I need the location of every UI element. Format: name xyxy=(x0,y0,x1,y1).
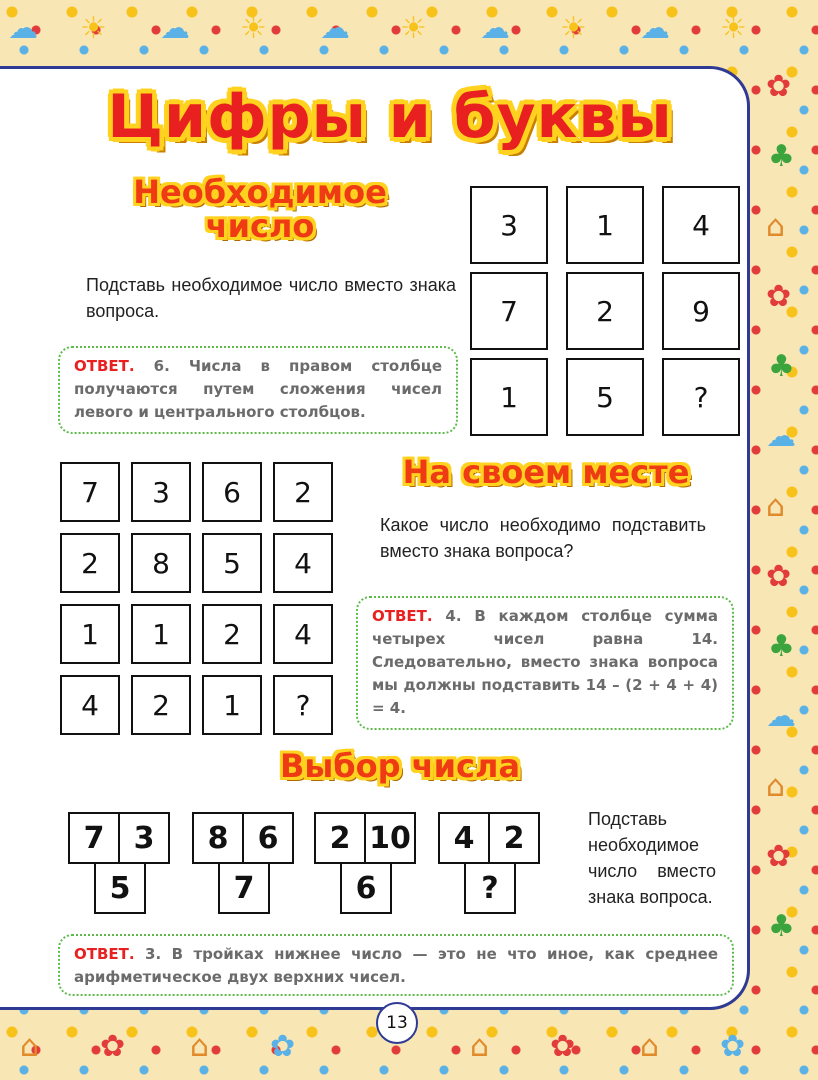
section3-heading: Выбор числа xyxy=(279,747,521,785)
grid-cell: 4 xyxy=(662,186,740,264)
cloud-icon: ☁ xyxy=(320,11,350,46)
sun-icon: ☀ xyxy=(240,11,267,46)
trio-cell-bottom: ? xyxy=(464,862,516,914)
section3-answer-label: ОТВЕТ. xyxy=(74,945,135,963)
grid-cell: 1 xyxy=(131,604,191,664)
number-trio xyxy=(438,812,542,914)
trio-cell-top-right: 10 xyxy=(364,812,416,864)
trio-cell-top-right: 3 xyxy=(118,812,170,864)
section2-task: Какое число необходимо подставить вместо знака вопроса? xyxy=(380,515,706,561)
grid-cell: 1 xyxy=(202,675,262,735)
grid-cell: ? xyxy=(273,675,333,735)
house-icon: ⌂ xyxy=(470,1029,490,1064)
number-trio xyxy=(314,812,418,914)
sun-icon: ☀ xyxy=(720,11,747,46)
house-icon: ⌂ xyxy=(640,1029,660,1064)
sun-icon: ☀ xyxy=(560,11,587,46)
section1-number-grid xyxy=(470,186,740,436)
grid-cell: 4 xyxy=(273,533,333,593)
flower-icon: ✿ xyxy=(720,1029,746,1064)
grid-cell: 7 xyxy=(470,272,548,350)
trio-cell-top-right: 6 xyxy=(242,812,294,864)
cloud-icon: ☁ xyxy=(766,419,796,454)
house-icon: ⌂ xyxy=(766,209,786,244)
grid-cell: 4 xyxy=(273,604,333,664)
grid-cell: 3 xyxy=(470,186,548,264)
grid-cell: 9 xyxy=(662,272,740,350)
cloud-icon: ☁ xyxy=(8,11,38,46)
section1-heading-line2: число xyxy=(205,206,315,245)
cloud-icon: ☁ xyxy=(160,11,190,46)
grid-cell: 5 xyxy=(566,358,644,436)
top-decor-strip xyxy=(0,0,818,62)
section1-answer xyxy=(58,346,458,434)
sun-icon: ☀ xyxy=(80,11,107,46)
grid-cell: 1 xyxy=(566,186,644,264)
section3-task: Подставь необходимое число вместо знака вопроса. xyxy=(588,809,716,907)
section2-heading: На своем месте xyxy=(402,453,690,491)
cloud-icon: ☁ xyxy=(766,699,796,734)
trio-cell-top-left: 4 xyxy=(438,812,490,864)
number-trio xyxy=(192,812,296,914)
house-icon: ⌂ xyxy=(766,489,786,524)
section2-answer-text: 4. В каждом столбце сумма четырех чисел равна 14. Следовательно, вместо знака вопроса мы должны подставить 14 – (2 + 4 + 4) = 4. xyxy=(372,607,718,717)
section1-heading-line1: Необходимое xyxy=(133,173,387,211)
trio-cell-top-right: 2 xyxy=(488,812,540,864)
section2-number-grid xyxy=(60,462,333,735)
flower-icon: ✿ xyxy=(270,1029,296,1064)
trio-cell-bottom: 7 xyxy=(218,862,270,914)
house-icon: ⌂ xyxy=(766,769,786,804)
flower-icon: ✿ xyxy=(766,559,792,594)
section3-answer xyxy=(58,934,734,996)
grid-cell: 5 xyxy=(202,533,262,593)
section1-answer-label: ОТВЕТ. xyxy=(74,357,135,375)
house-icon: ⌂ xyxy=(20,1029,40,1064)
grid-cell: 7 xyxy=(60,462,120,522)
tree-icon: ♣ xyxy=(768,629,795,664)
section1-task: Подставь необходимое число вместо знака вопроса. xyxy=(86,275,456,321)
trio-cell-bottom: 6 xyxy=(340,862,392,914)
number-trio xyxy=(68,812,172,914)
trio-cell-top-left: 2 xyxy=(314,812,366,864)
tree-icon: ♣ xyxy=(768,349,795,384)
section2-answer xyxy=(356,596,734,730)
flower-icon: ✿ xyxy=(100,1029,126,1064)
flower-icon: ✿ xyxy=(766,279,792,314)
page-title: Цифры и буквы xyxy=(107,82,673,152)
trio-cell-top-left: 7 xyxy=(68,812,120,864)
cloud-icon: ☁ xyxy=(480,11,510,46)
grid-cell: 2 xyxy=(131,675,191,735)
right-decor-strip xyxy=(746,62,818,1080)
cloud-icon: ☁ xyxy=(640,11,670,46)
section3-answer-text: 3. В тройках нижнее число — это не что иное, как среднее арифметическое двух верхних чисел. xyxy=(74,945,718,986)
grid-cell: 1 xyxy=(60,604,120,664)
grid-cell: 3 xyxy=(131,462,191,522)
grid-cell: 2 xyxy=(202,604,262,664)
grid-cell: 6 xyxy=(202,462,262,522)
grid-cell: 2 xyxy=(566,272,644,350)
flower-icon: ✿ xyxy=(766,839,792,874)
section2-answer-label: ОТВЕТ. xyxy=(372,607,433,625)
trio-cell-top-left: 8 xyxy=(192,812,244,864)
sun-icon: ☀ xyxy=(400,11,427,46)
grid-cell: 2 xyxy=(273,462,333,522)
grid-cell: 2 xyxy=(60,533,120,593)
tree-icon: ♣ xyxy=(768,909,795,944)
grid-cell: ? xyxy=(662,358,740,436)
grid-cell: 4 xyxy=(60,675,120,735)
section1-answer-text: 6. Числа в правом столбце получаются путем сложения чисел левого и центрального столбцов. xyxy=(74,357,442,421)
house-icon: ⌂ xyxy=(190,1029,210,1064)
page-number: 13 xyxy=(376,1002,418,1044)
flower-icon: ✿ xyxy=(550,1029,576,1064)
grid-cell: 1 xyxy=(470,358,548,436)
section1-heading xyxy=(110,173,410,245)
trio-cell-bottom: 5 xyxy=(94,862,146,914)
grid-cell: 8 xyxy=(131,533,191,593)
flower-icon: ✿ xyxy=(766,69,792,104)
tree-icon: ♣ xyxy=(768,139,795,174)
